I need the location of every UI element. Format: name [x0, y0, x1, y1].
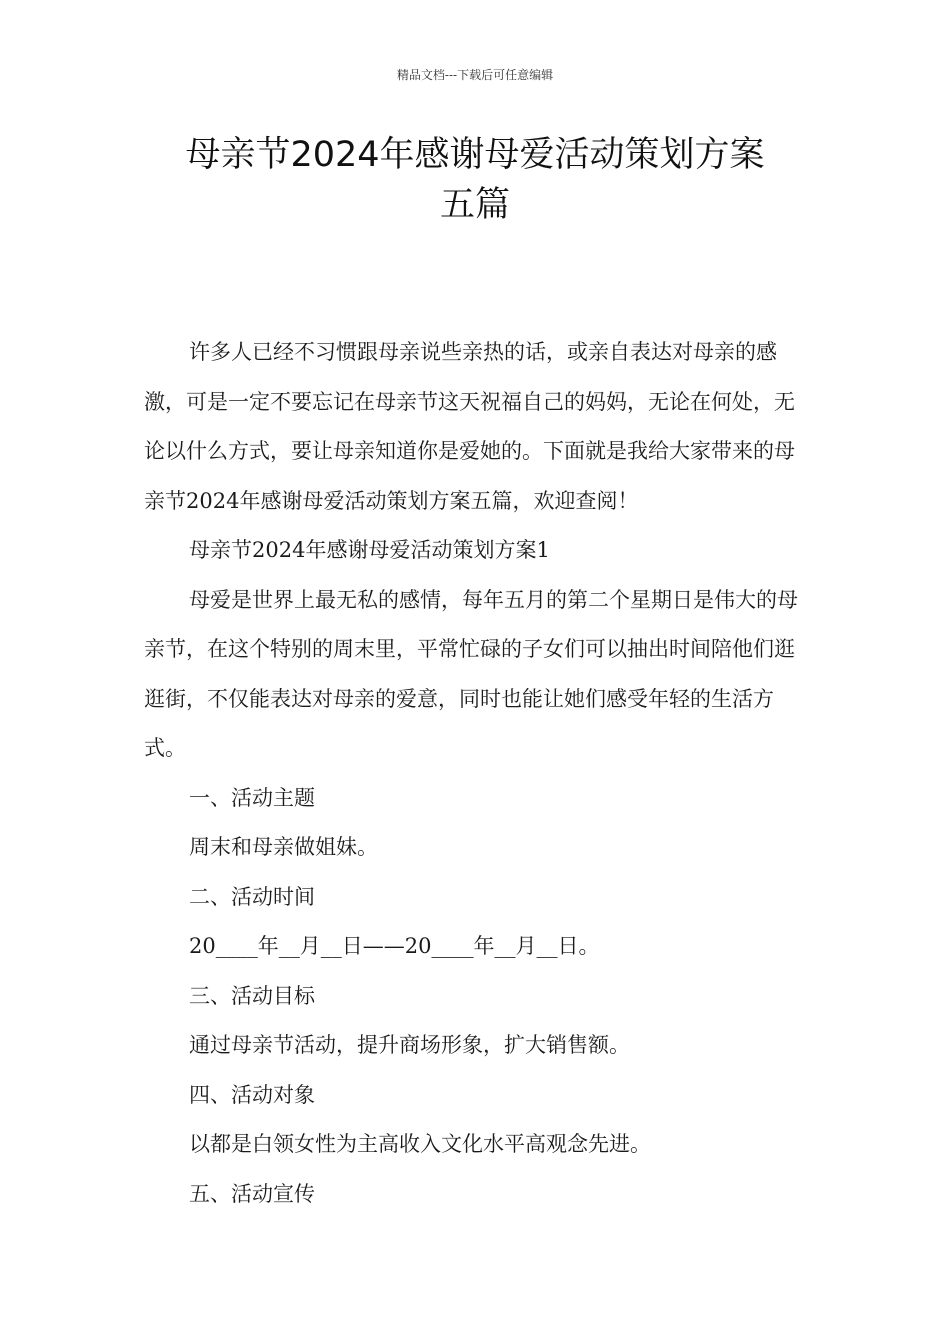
section-4-title: 四、活动对象	[189, 1082, 315, 1107]
section-2-text: 20____年__月__日——20____年__月__日。	[189, 934, 600, 958]
section-2-title: 二、活动时间	[189, 884, 315, 909]
plan-1-paragraph: 母爱是世界上最无私的感情，每年五月的第二个星期日是伟大的母亲节，在这个特别的周末里，平常忙碌的子女们可以抽出时间陪他们逛逛街，不仅能表达对母亲的爱意，同时也能让她们感受年轻的生活方式。	[144, 587, 798, 760]
section-5-title: 五、活动宣传	[189, 1181, 315, 1206]
title-line-2: 五篇	[439, 185, 510, 225]
section-3-text: 通过母亲节活动，提升商场形象，扩大销售额。	[189, 1033, 630, 1057]
page-header: 精品文档---下载后可任意编辑	[396, 68, 554, 82]
document-title	[120, 130, 830, 230]
document-body	[144, 328, 808, 1219]
section-3-title: 三、活动目标	[189, 983, 315, 1008]
section-1-text: 周末和母亲做姐妹。	[189, 835, 378, 859]
title-line-1: 母亲节2024年感谢母爱活动策划方案	[185, 135, 765, 175]
intro-paragraph: 许多人已经不习惯跟母亲说些亲热的话，或亲自表达对母亲的感激，可是一定不要忘记在母亲节这天祝福自己的妈妈，无论在何处，无论以什么方式，要让母亲知道你是爱她的。下面就是我给大家带来的母亲节2024年感谢母爱活动策划方案五篇，欢迎查阅！	[144, 340, 795, 513]
section-4-text: 以都是白领女性为主高收入文化水平高观念先进。	[189, 1132, 651, 1156]
plan-1-heading: 母亲节2024年感谢母爱活动策划方案1	[189, 538, 550, 562]
section-1-title: 一、活动主题	[189, 785, 315, 810]
